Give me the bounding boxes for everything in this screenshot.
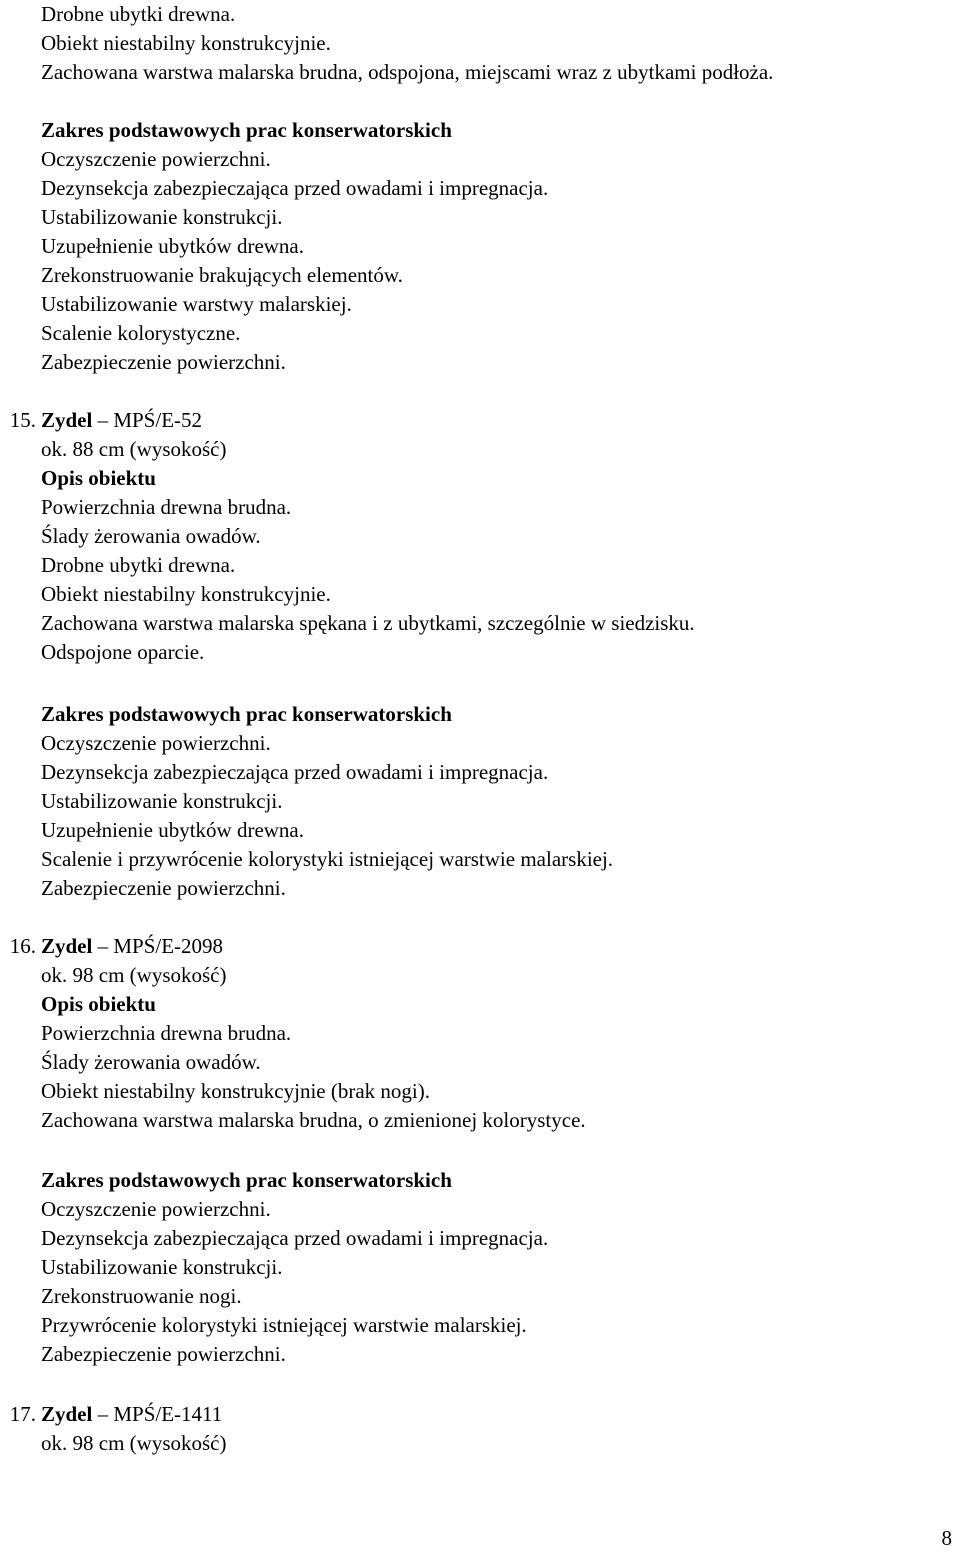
description-line: Ślady żerowania owadów. (41, 1050, 261, 1074)
scope-line: Dezynsekcja zabezpieczająca przed owadami i impregnacja. (41, 1226, 549, 1250)
description-line: Obiekt niestabilny konstrukcyjnie. (41, 31, 331, 55)
scope-line: Uzupełnienie ubytków drewna. (41, 818, 305, 842)
description-heading: Opis obiektu (41, 992, 156, 1016)
description-line: Drobne ubytki drewna. (41, 553, 236, 577)
page-number: 8 (941, 1526, 952, 1550)
item-number: 16. (9, 934, 36, 958)
description-line: Obiekt niestabilny konstrukcyjnie (brak nogi). (41, 1079, 431, 1103)
item-dash: – (97, 1402, 109, 1426)
description-line: Odspojone oparcie. (41, 640, 205, 664)
item-header (41, 934, 223, 958)
scope-line: Ustabilizowanie konstrukcji. (41, 789, 283, 813)
item-name: Zydel (41, 934, 93, 958)
scope-line: Scalenie i przywrócenie kolorystyki istniejącej warstwie malarskiej. (41, 847, 614, 871)
scope-line: Uzupełnienie ubytków drewna. (41, 234, 305, 258)
scope-line: Zabezpieczenie powierzchni. (41, 876, 286, 900)
item-name: Zydel (41, 1402, 93, 1426)
item-header (41, 1402, 222, 1426)
scope-line: Scalenie kolorystyczne. (41, 321, 241, 345)
item-dash: – (97, 934, 109, 958)
description-line: Zachowana warstwa malarska spękana i z ubytkami, szczególnie w siedzisku. (41, 611, 695, 635)
scope-heading: Zakres podstawowych prac konserwatorskich (41, 702, 452, 726)
item-name: Zydel (41, 408, 93, 432)
scope-line: Przywrócenie kolorystyki istniejącej warstwie malarskiej. (41, 1313, 527, 1337)
description-heading: Opis obiektu (41, 466, 156, 490)
scope-line: Oczyszczenie powierzchni. (41, 731, 271, 755)
scope-line: Zabezpieczenie powierzchni. (41, 350, 286, 374)
item-code: MPŚ/E-1411 (113, 1402, 223, 1426)
scope-line: Zabezpieczenie powierzchni. (41, 1342, 286, 1366)
scope-line: Oczyszczenie powierzchni. (41, 1197, 271, 1221)
item-dimension: ok. 98 cm (wysokość) (41, 963, 227, 987)
scope-line: Ustabilizowanie konstrukcji. (41, 205, 283, 229)
scope-heading: Zakres podstawowych prac konserwatorskich (41, 118, 452, 142)
scope-line: Dezynsekcja zabezpieczająca przed owadami i impregnacja. (41, 176, 549, 200)
description-line: Ślady żerowania owadów. (41, 524, 261, 548)
item-dimension: ok. 88 cm (wysokość) (41, 437, 227, 461)
description-line: Zachowana warstwa malarska brudna, odspojona, miejscami wraz z ubytkami podłoża. (41, 60, 774, 84)
item-number: 17. (9, 1402, 36, 1426)
scope-line: Oczyszczenie powierzchni. (41, 147, 271, 171)
scope-line: Zrekonstruowanie brakujących elementów. (41, 263, 403, 287)
scope-line: Zrekonstruowanie nogi. (41, 1284, 242, 1308)
item-dash: – (97, 408, 109, 432)
description-line: Drobne ubytki drewna. (41, 2, 236, 26)
item-number: 15. (9, 408, 36, 432)
description-line: Obiekt niestabilny konstrukcyjnie. (41, 582, 331, 606)
scope-line: Ustabilizowanie konstrukcji. (41, 1255, 283, 1279)
description-line: Zachowana warstwa malarska brudna, o zmienionej kolorystyce. (41, 1108, 586, 1132)
item-code: MPŚ/E-52 (113, 408, 203, 432)
item-header (41, 408, 202, 432)
scope-heading: Zakres podstawowych prac konserwatorskich (41, 1168, 452, 1192)
description-line: Powierzchnia drewna brudna. (41, 1021, 292, 1045)
scope-line: Ustabilizowanie warstwy malarskiej. (41, 292, 352, 316)
item-code: MPŚ/E-2098 (113, 934, 224, 958)
description-line: Powierzchnia drewna brudna. (41, 495, 292, 519)
item-dimension: ok. 98 cm (wysokość) (41, 1431, 227, 1455)
scope-line: Dezynsekcja zabezpieczająca przed owadami i impregnacja. (41, 760, 549, 784)
